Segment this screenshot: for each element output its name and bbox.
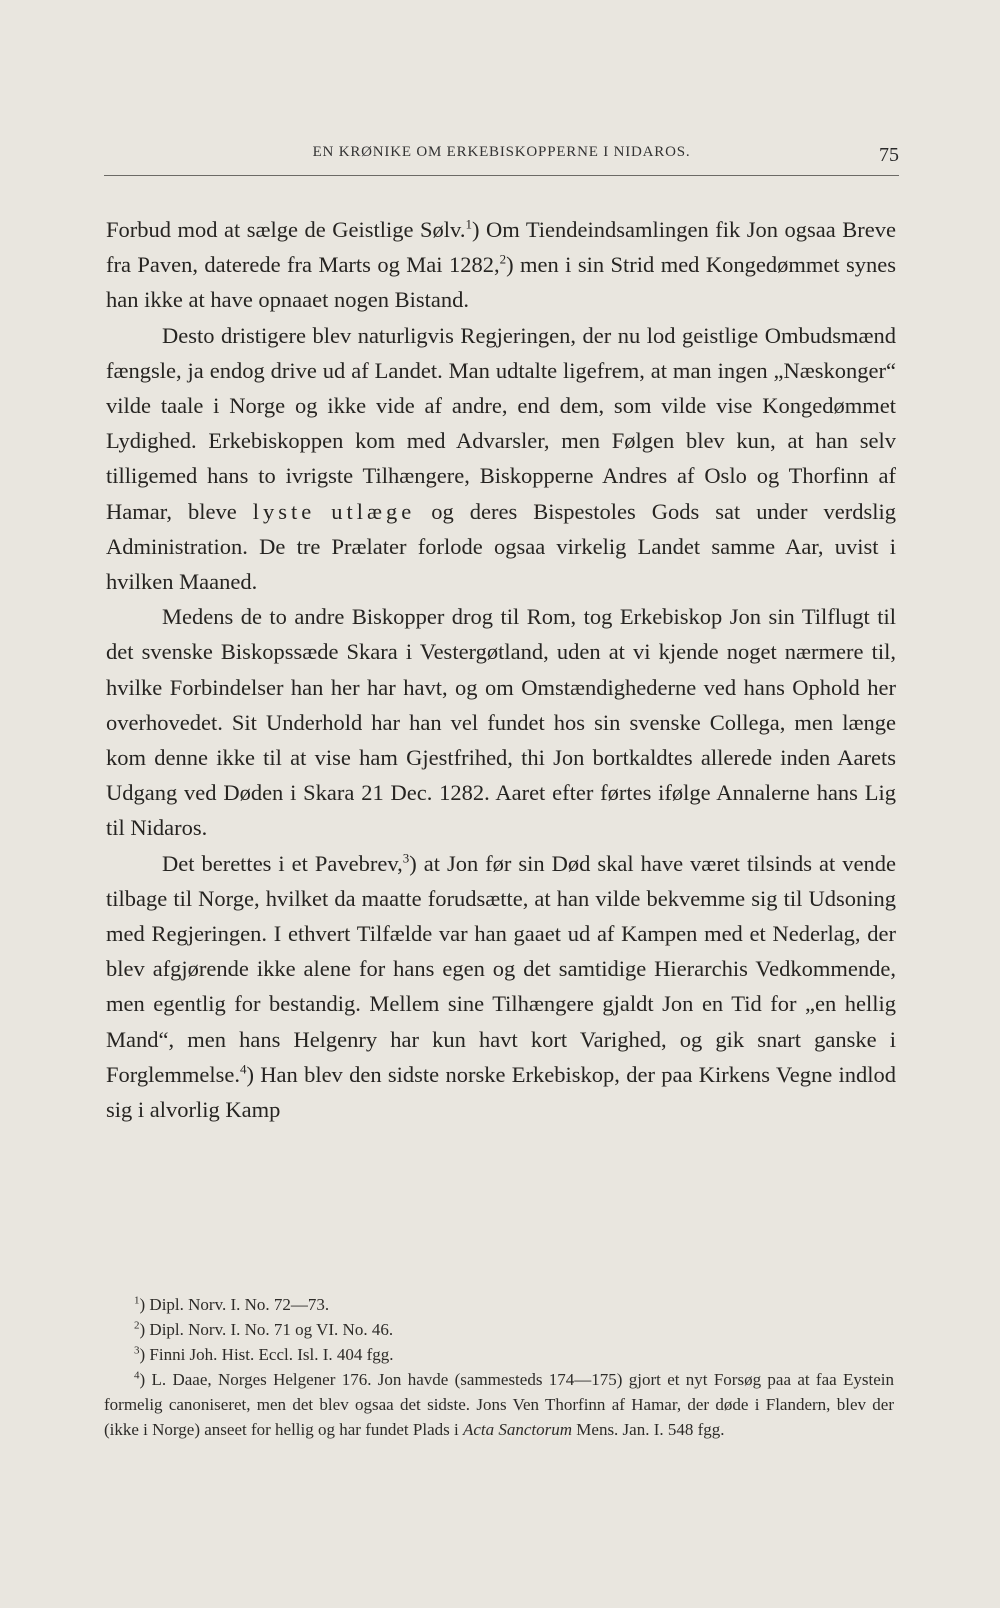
paragraph-4-text-b: ) at Jon før sin Død skal have været tilsinds at vende tilbage til Norge, hvilket da maatte forudsætte, at han vilde bekvemme sig til Udsoning med Regjeringen. I ethvert Tilfælde var han gaaet ud af Kampen med et Nederlag, der blev afgjørende ikke alene for hans egen og det samtidige Hierarchis Vedkommende, men egentlig for bestandig. Mellem sine Tilhængere gjaldt Jon en Tid for „en hellig Mand“, men hans Helgenry har kun havt kort Varighed, og gik snart ganske i Forglemmelse.: [106, 850, 896, 1087]
paragraph-1-text-b: ) Om Tiendeindsamlingen fik Jon ogsaa Breve fra Paven, daterede fra Marts og Mai 1282,: [106, 217, 896, 278]
footnotes: [104, 1292, 894, 1442]
footnote-2-mark: 2: [134, 1319, 140, 1332]
footnote-ref-3: 3: [402, 850, 410, 866]
paragraph-4: [106, 846, 896, 1128]
footnote-ref-1: 1: [465, 216, 472, 232]
paragraph-1-text-a: Forbud mod at sælge de Geistlige Sølv.: [106, 217, 466, 242]
footnote-4-text-b: Mens. Jan. I. 548 fgg.: [572, 1420, 725, 1439]
footnote-4-mark: 4: [134, 1369, 140, 1382]
spaced-word-lyste: lyste: [252, 498, 316, 524]
footnote-2: [104, 1317, 894, 1342]
paragraph-2-text-b: og deres Bispestoles Gods sat under verdslig Administration. De tre Prælater forlode ogsaa virkelig Landet samme Aar, uvist i hvilken Maaned.: [106, 498, 896, 595]
footnote-ref-4: 4: [239, 1061, 247, 1077]
footnote-4: [104, 1367, 894, 1442]
paragraph-4-text-a: Det berettes i et Pavebrev,: [162, 850, 403, 876]
header-rule: [104, 175, 899, 176]
footnote-2-text: ) Dipl. Norv. I. No. 71 og VI. No. 46.: [139, 1320, 394, 1339]
paragraph-1-text-c: ) men i sin Strid med Kongedømmet synes han ikke at have opnaaet nogen Bistand.: [106, 252, 896, 313]
footnote-3-mark: 3: [134, 1344, 140, 1357]
footnote-1-text: ) Dipl. Norv. I. No. 72—73.: [139, 1295, 330, 1314]
page-number: 75: [879, 144, 899, 166]
paragraph-3: Medens de to andre Biskopper drog til Rom, tog Erkebiskop Jon sin Tilflugt til det svenske Biskopssæde Skara i Vestergøtland, uden at vi kjende noget nærmere til, hvilke Forbindelser han her har havt, og om Omstændighederne ved hans Ophold her overhovedet. Sit Underhold har han vel fundet hos sin svenske Collega, men længe kom denne ikke til at vise ham Gjestfrihed, thi Jon bortkaldtes allerede inden Aarets Udgang ved Døden i Skara 21 Dec. 1282. Aaret efter førtes ifølge Annalerne hans Lig til Nidaros.: [106, 604, 896, 841]
running-header: [104, 138, 899, 178]
footnote-4-text-a: ) L. Daae, Norges Helgener 176. Jon havde (sammesteds 174—175) gjort et nyt Forsøg paa at faa Eystein formelig canoniseret, men det blev ogsaa det sidste. Jons Ven Thorfinn af Hamar, der døde i Flandern, blev der (ikke i Norge) anseet for hellig og har fundet Plads i: [104, 1370, 894, 1439]
header-title: EN KRØNIKE OM ERKEBISKOPPERNE I NIDAROS.: [312, 144, 691, 160]
paragraph-4-text-c: ) Han blev den sidste norske Erkebiskop, der paa Kirkens Vegne indlod sig i alvorlig Kamp: [106, 1061, 896, 1123]
footnote-3: [104, 1342, 894, 1367]
footnote-1: [104, 1292, 894, 1317]
footnote-1-mark: 1: [134, 1294, 140, 1307]
footnote-ref-2: 2: [499, 251, 507, 267]
body-text: [106, 212, 896, 1127]
paragraph-2: [106, 318, 896, 600]
paragraph-2-text-a: Desto dristigere blev naturligvis Regjeringen, der nu lod geistlige Ombudsmænd fængsle, ja endog drive ud af Landet. Man udtalte ligefrem, at man ingen „Næskonger“ vilde taale i Norge og ikke vide af andre, end dem, som vilde vise Kongedømmet Lydighed. Erkebiskoppen kom med Advarsler, men Følgen blev kun, at han selv tilligemed hans to ivrigste Tilhængere, Biskopperne Andres af Oslo og Thorfinn af Hamar, bleve: [106, 322, 896, 524]
spaced-word-utlaege: utlæge: [331, 498, 416, 524]
paragraph-1: [106, 212, 896, 318]
footnote-3-text: ) Finni Joh. Hist. Eccl. Isl. I. 404 fgg.: [139, 1345, 394, 1364]
footnote-4-italic-title: Acta Sanctorum: [462, 1420, 573, 1439]
